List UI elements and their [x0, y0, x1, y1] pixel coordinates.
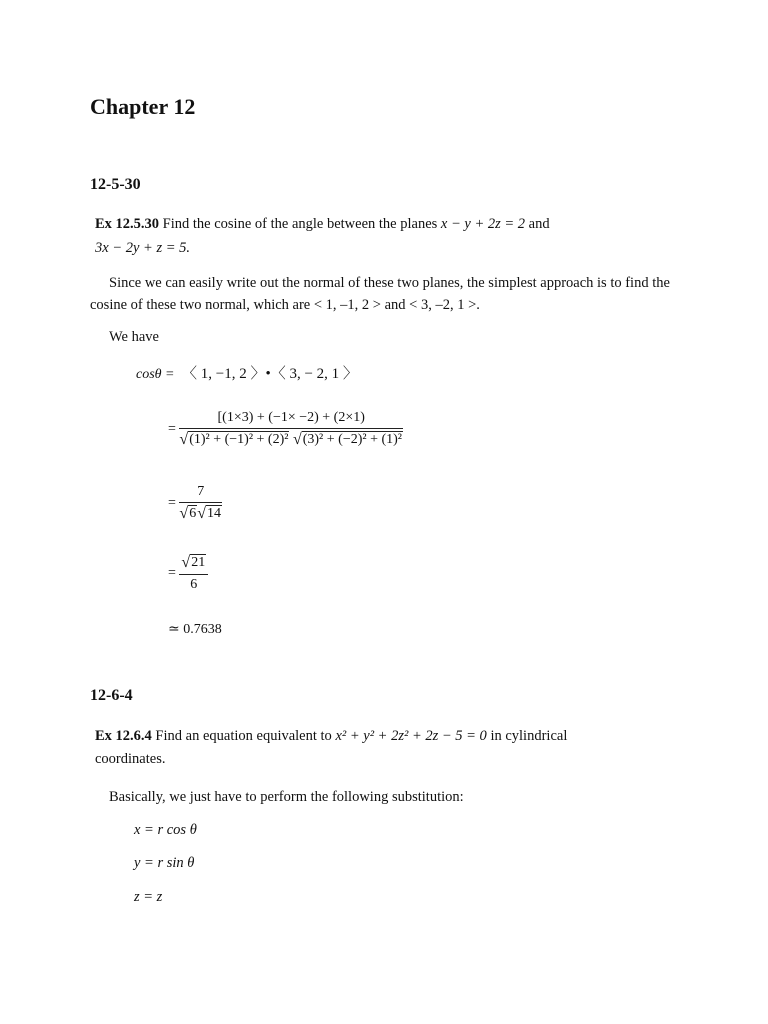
- section-heading-12-6-4: 12-6-4: [90, 687, 133, 704]
- step-3: [168, 554, 208, 593]
- step-3-fraction: [179, 554, 208, 593]
- exercise-text: Find an equation equivalent to: [155, 728, 332, 744]
- step-1-fraction: [179, 410, 403, 449]
- step-1: [168, 410, 403, 449]
- step-2-denominator: [179, 503, 222, 523]
- exercise-label: Ex 12.5.30: [95, 216, 160, 232]
- equals-sign: =: [168, 421, 176, 437]
- substitution-z: z = z: [134, 889, 163, 905]
- radicand-21: 21: [191, 555, 206, 570]
- substitution-y: y = r sin θ: [134, 855, 195, 871]
- exercise-text: Find the cosine of the angle between the planes: [162, 216, 438, 232]
- exercise-and: and: [528, 216, 550, 232]
- exercise-12-6-4-line2: coordinates.: [95, 751, 166, 767]
- step-1-denominator: [179, 429, 403, 449]
- substitution-paragraph: Basically, we just have to perform the following substitution:: [109, 789, 464, 805]
- cosine-equation: [136, 362, 358, 383]
- radicand-2: (3)² + (−2)² + (1)²: [302, 432, 402, 447]
- sqrt-6: √6: [179, 505, 197, 522]
- sqrt-2: √(3)² + (−2)² + (1)²: [292, 431, 402, 448]
- step-4-approximation: ≃ 0.7638: [168, 622, 222, 637]
- radicand-14: 14: [206, 506, 221, 521]
- exercise-12-6-4-line1: [95, 725, 567, 747]
- sqrt-1: √(1)² + (−1)² + (2)²: [179, 431, 289, 448]
- step-3-numerator: [179, 554, 208, 575]
- surface-equation: x² + y² + 2z² + 2z − 5 = 0: [335, 728, 487, 744]
- equals-sign: =: [168, 495, 176, 511]
- explanation-paragraph: Since we can easily write out the normal of these two planes, the simplest approach is to find the cosine of these two normal, which are < 1, –1, 2 > and < 3, –2, 1 >.: [90, 275, 670, 313]
- step-2: [168, 484, 222, 523]
- sqrt-21: √21: [181, 554, 206, 571]
- dot-product: 〈 1, −1, 2 〉•〈 3, − 2, 1 〉: [182, 366, 358, 382]
- step-1-numerator: [(1×3) + (−1× −2) + (2×1): [179, 410, 403, 429]
- substitution-x: x = r cos θ: [134, 822, 197, 838]
- step-2-numerator: 7: [179, 484, 222, 503]
- sqrt-14: √14: [197, 505, 221, 522]
- section-heading-12-5-30: 12-5-30: [90, 176, 141, 193]
- plane-equation-2: 3x − 2y + z = 5.: [95, 240, 190, 256]
- step-2-fraction: [179, 484, 222, 523]
- cosine-lhs: cosθ =: [136, 367, 175, 382]
- radicand-6: 6: [189, 506, 197, 521]
- plane-equation-1: x − y + 2z = 2: [440, 216, 526, 232]
- step-3-denominator: 6: [190, 577, 198, 592]
- we-have-text: We have: [109, 329, 159, 345]
- radicand-1: (1)² + (−1)² + (2)²: [189, 432, 289, 447]
- exercise-tail: in cylindrical: [490, 728, 568, 744]
- equals-sign: =: [168, 565, 176, 581]
- exercise-label: Ex 12.6.4: [95, 728, 152, 744]
- exercise-12-5-30-line1: [95, 213, 550, 235]
- chapter-title: Chapter 12: [90, 94, 196, 119]
